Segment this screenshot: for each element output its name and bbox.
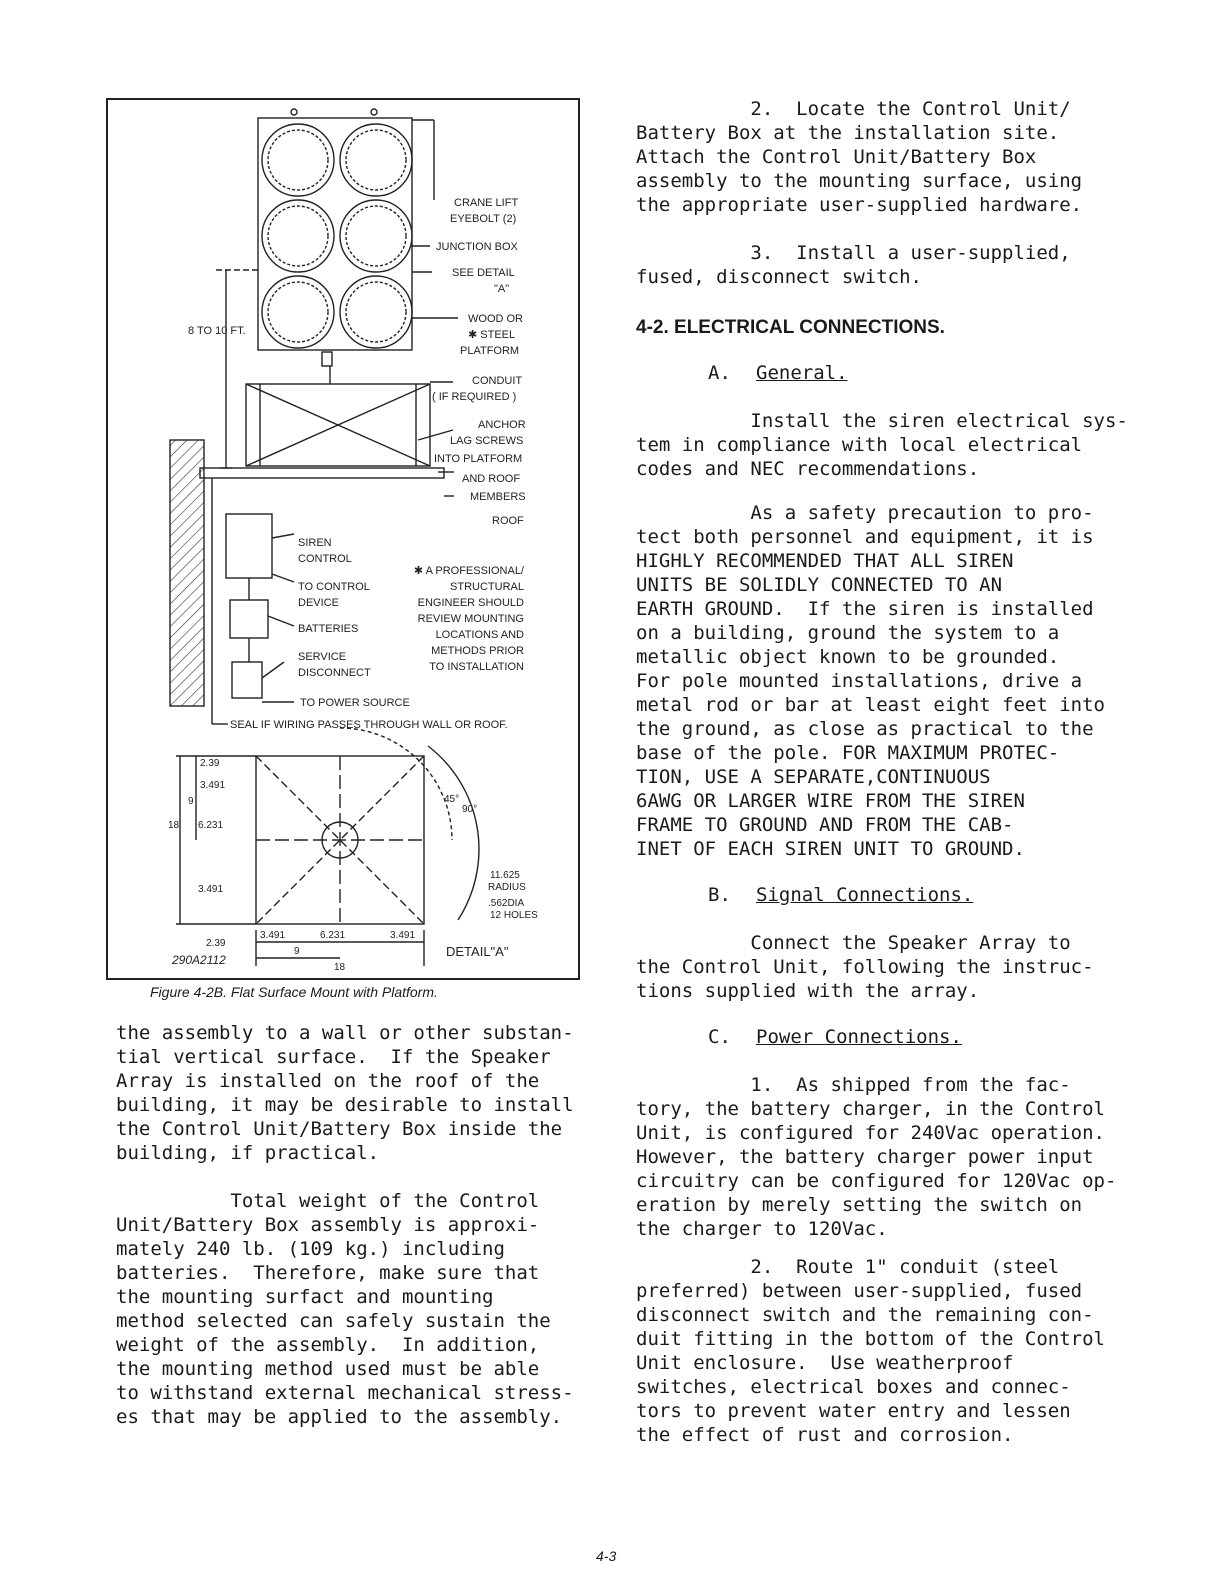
dim-18: 18 xyxy=(168,820,180,831)
label-batteries: BATTERIES xyxy=(298,623,359,635)
text-line: the appropriate user-supplied hardware. xyxy=(636,194,1083,216)
page-number: 4-3 xyxy=(596,1548,617,1564)
text-line: INET OF EACH SIREN UNIT TO GROUND. xyxy=(636,838,1025,860)
text-line: Unit/Battery Box assembly is approxi- xyxy=(116,1214,540,1236)
text-line: fused, disconnect switch. xyxy=(636,266,922,288)
mounting-diagram xyxy=(108,100,582,982)
text-line: the ground, as close as practical to the xyxy=(636,718,1094,740)
dim-b-3-491-right: 3.491 xyxy=(390,930,416,941)
text-line: building, if practical. xyxy=(116,1142,380,1164)
text-line: 1. As shipped from the fac- xyxy=(636,1074,1071,1096)
speaker-driver xyxy=(340,124,412,196)
text-line: the mounting method used must be able xyxy=(116,1358,540,1380)
subsection-title: Signal Connections. xyxy=(756,884,974,906)
note-line-1: ✱ A PROFESSIONAL/ xyxy=(413,565,524,577)
dim-2-39-top: 2.39 xyxy=(200,758,220,769)
wall xyxy=(170,440,204,706)
drawing-number: 290A2112 xyxy=(172,953,226,967)
dim-holes-count: 12 HOLES xyxy=(490,910,538,921)
text-line: Battery Box at the installation site. xyxy=(636,122,1060,144)
text-line: tions supplied with the array. xyxy=(636,980,980,1002)
label-into-platform: INTO PLATFORM xyxy=(434,453,523,465)
figure-4-2b xyxy=(106,98,580,980)
dim-3-491-a: 3.491 xyxy=(200,780,226,791)
label-junction-box: JUNCTION BOX xyxy=(436,241,518,253)
dim-6-231: 6.231 xyxy=(198,820,224,831)
label-crane-lift: CRANE LIFT xyxy=(454,197,519,209)
text-line: 6AWG OR LARGER WIRE FROM THE SIREN xyxy=(636,790,1025,812)
battery-box xyxy=(230,600,268,638)
text-line: eration by merely setting the switch on xyxy=(636,1194,1083,1216)
subsection-letter: B. xyxy=(708,884,731,906)
text-line: HIGHLY RECOMMENDED THAT ALL SIREN xyxy=(636,550,1014,572)
text-line: metallic object known to be grounded. xyxy=(636,646,1060,668)
text-line: the Control Unit, following the instruc- xyxy=(636,956,1094,978)
label-members: MEMBERS xyxy=(470,491,526,503)
dim-b-18: 18 xyxy=(334,962,346,973)
label-anchor: ANCHOR xyxy=(478,419,526,431)
subsection-title: General. xyxy=(756,362,848,384)
label-and-roof: AND ROOF xyxy=(462,473,521,485)
note-line-4: REVIEW MOUNTING xyxy=(417,613,524,625)
text-line: 3. Install a user-supplied, xyxy=(636,242,1071,264)
eyebolt-icon xyxy=(291,109,297,115)
label-control: CONTROL xyxy=(298,553,352,565)
label-to-power-source: TO POWER SOURCE xyxy=(300,697,410,709)
figure-caption: Figure 4-2B. Flat Surface Mount with Platform. xyxy=(150,984,438,1000)
text-line: the charger to 120Vac. xyxy=(636,1218,888,1240)
text-line: tory, the battery charger, in the Control xyxy=(636,1098,1105,1120)
speaker-driver xyxy=(340,276,412,348)
speaker-driver xyxy=(262,200,334,272)
text-line: TION, USE A SEPARATE,CONTINUOUS xyxy=(636,766,991,788)
text-line: As a safety precaution to pro- xyxy=(636,502,1094,524)
dim-angle-45: 45° xyxy=(444,794,460,805)
text-line: EARTH GROUND. If the siren is installed xyxy=(636,598,1094,620)
speaker-driver xyxy=(262,276,334,348)
text-line: weight of the assembly. In addition, xyxy=(116,1334,540,1356)
text-line: the assembly to a wall or other substan- xyxy=(116,1022,574,1044)
dim-holes-dia: .562DIA xyxy=(488,898,525,909)
text-line: Install the siren electrical sys- xyxy=(636,410,1128,432)
label-to-control: TO CONTROL xyxy=(298,581,370,593)
label-steel: ✱ STEEL xyxy=(468,329,516,341)
eyebolt-icon xyxy=(371,109,377,115)
label-detail-title: DETAIL"A" xyxy=(446,944,509,959)
label-platform: PLATFORM xyxy=(460,345,520,357)
note-line-3: ENGINEER SHOULD xyxy=(417,597,524,609)
text-line: Attach the Control Unit/Battery Box xyxy=(636,146,1037,168)
text-line: es that may be applied to the assembly. xyxy=(116,1406,563,1428)
text-line: base of the pole. FOR MAXIMUM PROTEC- xyxy=(636,742,1060,764)
dim-b-9: 9 xyxy=(294,946,300,957)
text-line: codes and NEC recommendations. xyxy=(636,458,980,480)
label-device: DEVICE xyxy=(298,597,339,609)
text-line: disconnect switch and the remaining con- xyxy=(636,1304,1094,1326)
text-line: tors to prevent water entry and lessen xyxy=(636,1400,1071,1422)
text-line: the effect of rust and corrosion. xyxy=(636,1424,1014,1446)
subsection-letter: C. xyxy=(708,1026,731,1048)
dim-9: 9 xyxy=(188,796,194,807)
dim-b-3-491-left: 3.491 xyxy=(260,930,286,941)
text-line: Unit, is configured for 240Vac operation. xyxy=(636,1122,1105,1144)
text-line: Array is installed on the roof of the xyxy=(116,1070,540,1092)
dim-radius-value: 11.625 xyxy=(490,870,520,881)
text-line: the mounting surfact and mounting xyxy=(116,1286,494,1308)
note-line-6: METHODS PRIOR xyxy=(431,645,524,657)
text-line: 2. Route 1" conduit (steel xyxy=(636,1256,1060,1278)
text-line: tect both personnel and equipment, it is xyxy=(636,526,1094,548)
label-disconnect: DISCONNECT xyxy=(298,667,371,679)
text-line: on a building, ground the system to a xyxy=(636,622,1060,644)
dim-3-491-b: 3.491 xyxy=(198,884,224,895)
text-line: duit fitting in the bottom of the Control xyxy=(636,1328,1105,1350)
text-line: batteries. Therefore, make sure that xyxy=(116,1262,540,1284)
label-conduit: CONDUIT xyxy=(472,375,523,387)
note-line-7: TO INSTALLATION xyxy=(429,661,524,673)
label-lag-screws: LAG SCREWS xyxy=(450,435,524,447)
dim-radius-label: RADIUS xyxy=(488,882,526,893)
note-line-2: STRUCTURAL xyxy=(450,581,524,593)
service-disconnect-box xyxy=(232,662,262,698)
subsection-letter: A. xyxy=(708,362,731,384)
roof xyxy=(200,468,444,478)
text-line: Connect the Speaker Array to xyxy=(636,932,1071,954)
text-line: method selected can safely sustain the xyxy=(116,1310,551,1332)
dim-angle-90: 90° xyxy=(462,804,478,815)
speaker-driver xyxy=(262,124,334,196)
label-height: 8 TO 10 FT. xyxy=(188,325,246,337)
label-siren: SIREN xyxy=(298,537,332,549)
label-eyebolt: EYEBOLT (2) xyxy=(450,213,517,225)
text-line: to withstand external mechanical stress- xyxy=(116,1382,574,1404)
section-heading: 4-2. ELECTRICAL CONNECTIONS. xyxy=(636,317,945,338)
text-line: building, it may be desirable to install xyxy=(116,1094,574,1116)
label-seal-note: SEAL IF WIRING PASSES THROUGH WALL OR ROOF. xyxy=(230,719,508,731)
dim-b-2-39: 2.39 xyxy=(206,938,226,949)
label-roof: ROOF xyxy=(492,515,524,527)
text-line: circuitry can be configured for 120Vac op- xyxy=(636,1170,1117,1192)
label-detail-ref: "A" xyxy=(494,283,510,295)
text-line: However, the battery charger power input xyxy=(636,1146,1094,1168)
text-line: mately 240 lb. (109 kg.) including xyxy=(116,1238,505,1260)
text-line: FRAME TO GROUND AND FROM THE CAB- xyxy=(636,814,1014,836)
text-line: For pole mounted installations, drive a xyxy=(636,670,1083,692)
label-wood-or: WOOD OR xyxy=(468,313,523,325)
junction-box xyxy=(322,352,332,366)
text-line: the Control Unit/Battery Box inside the xyxy=(116,1118,563,1140)
label-see-detail: SEE DETAIL xyxy=(452,267,515,279)
text-line: UNITS BE SOLIDLY CONNECTED TO AN xyxy=(636,574,1003,596)
speaker-driver xyxy=(340,200,412,272)
label-service: SERVICE xyxy=(298,651,347,663)
text-line: Total weight of the Control xyxy=(116,1190,540,1212)
label-if-required: ( IF REQUIRED ) xyxy=(432,391,517,403)
text-line: tial vertical surface. If the Speaker xyxy=(116,1046,551,1068)
text-line: metal rod or bar at least eight feet into xyxy=(636,694,1105,716)
text-line: Unit enclosure. Use weatherproof xyxy=(636,1352,1014,1374)
dim-b-6-231: 6.231 xyxy=(320,930,346,941)
siren-control-box xyxy=(226,514,272,578)
text-line: preferred) between user-supplied, fused xyxy=(636,1280,1083,1302)
text-line: 2. Locate the Control Unit/ xyxy=(636,98,1071,120)
speaker-array-frame xyxy=(258,118,412,350)
text-line: assembly to the mounting surface, using xyxy=(636,170,1083,192)
subsection-title: Power Connections. xyxy=(756,1026,962,1048)
text-line: switches, electrical boxes and connec- xyxy=(636,1376,1071,1398)
text-line: tem in compliance with local electrical xyxy=(636,434,1083,456)
note-line-5: LOCATIONS AND xyxy=(435,629,524,641)
